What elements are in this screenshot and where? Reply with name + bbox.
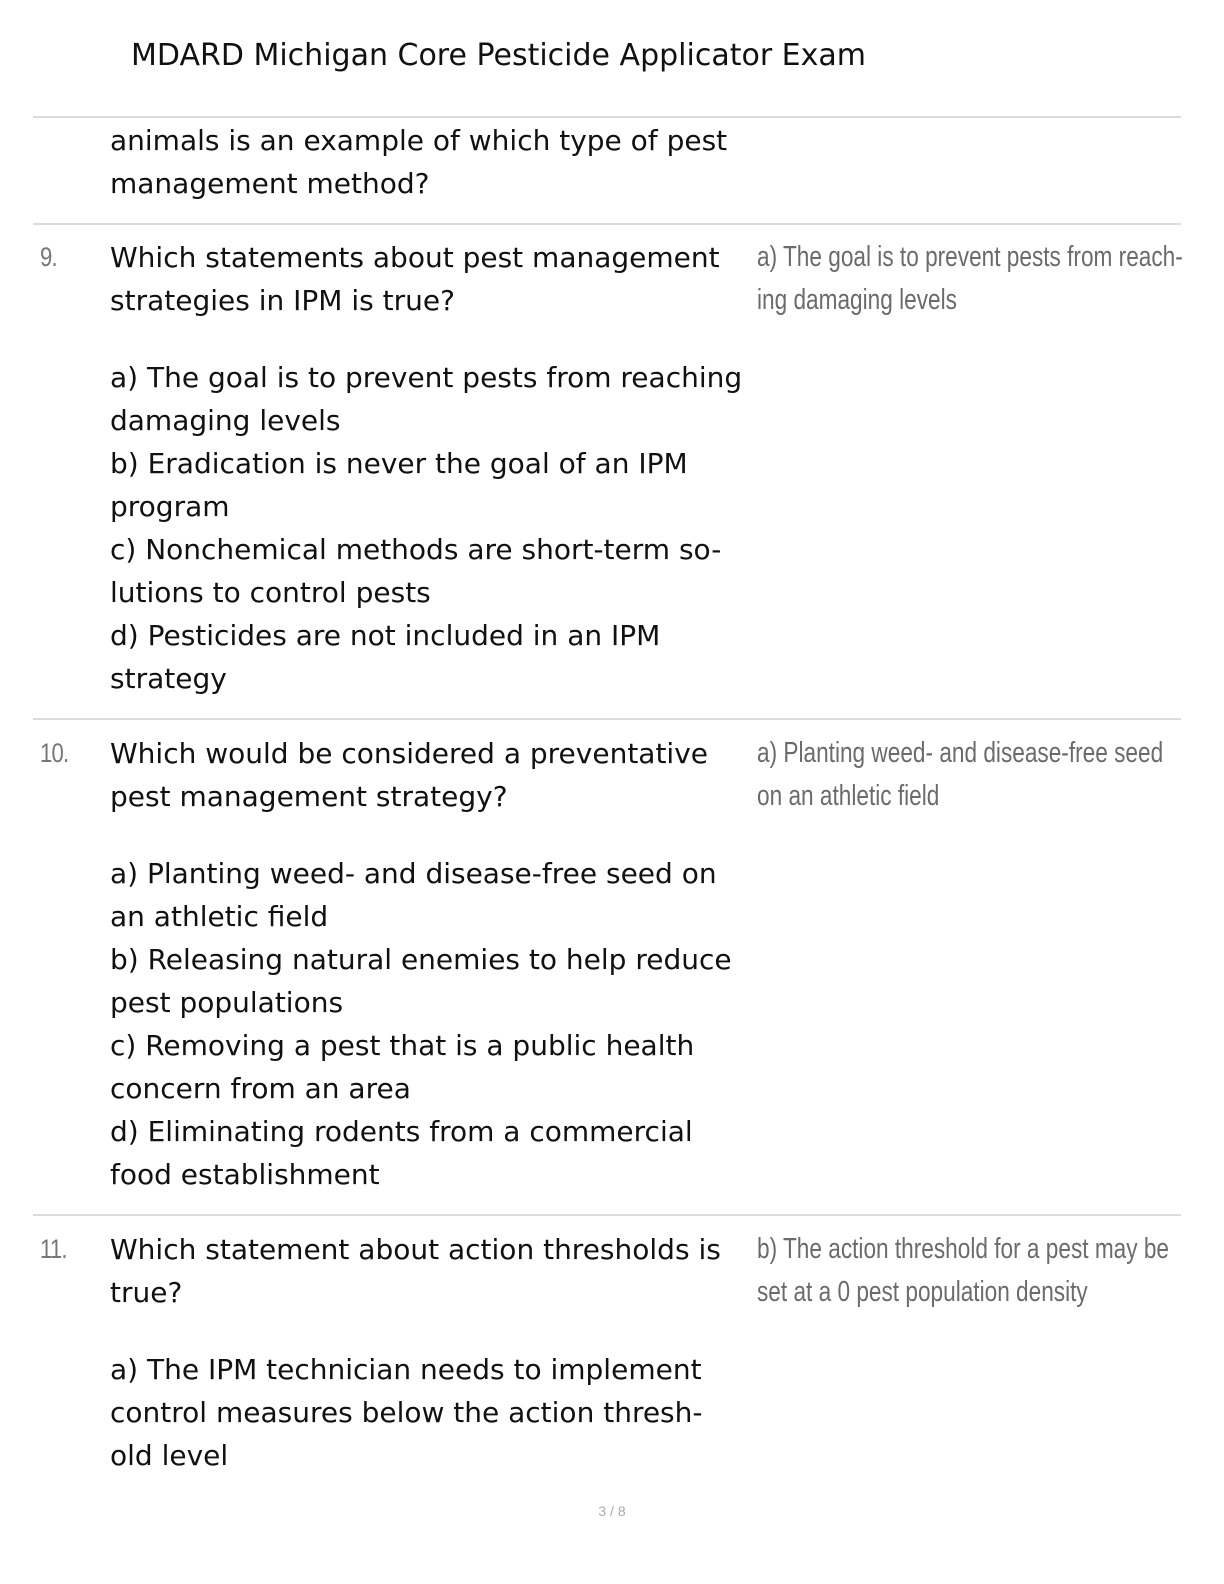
question-block bbox=[110, 236, 750, 700]
question-text: strategies in IPM is true? bbox=[110, 284, 455, 317]
option-text: damaging levels bbox=[110, 404, 341, 437]
option-text: a) Planting weed- and disease-free seed on bbox=[110, 857, 717, 890]
answer-text: a) The goal is to prevent pests from reach- bbox=[757, 241, 1183, 273]
answer-text: b) The action threshold for a pest may be bbox=[757, 1233, 1169, 1265]
question-text: pest management strategy? bbox=[110, 780, 508, 813]
answer-block bbox=[757, 236, 1183, 322]
option-text: c) Removing a pest that is a public health bbox=[110, 1029, 695, 1062]
continued-question bbox=[110, 119, 750, 205]
answer-block bbox=[757, 1228, 1169, 1314]
answer-text: set at a 0 pest population density bbox=[757, 1276, 1088, 1308]
option-text: control measures below the action thresh- bbox=[110, 1396, 703, 1429]
question-text: Which statement about action thresholds is bbox=[110, 1233, 721, 1266]
answer-block bbox=[757, 732, 1164, 818]
option-text: food establishment bbox=[110, 1158, 380, 1191]
divider bbox=[33, 116, 1181, 118]
option-text: program bbox=[110, 490, 230, 523]
question-text: Which statements about pest management bbox=[110, 241, 720, 274]
question-number: 9. bbox=[40, 242, 57, 272]
option-text: d) Eliminating rodents from a commercial bbox=[110, 1115, 693, 1148]
continued-line: management method? bbox=[110, 167, 430, 200]
option-text: old level bbox=[110, 1439, 229, 1472]
page-number: 3 / 8 bbox=[598, 1503, 626, 1519]
question-text: true? bbox=[110, 1276, 183, 1309]
question-number: 11. bbox=[40, 1234, 67, 1264]
answer-text: on an athletic field bbox=[757, 780, 940, 812]
answer-text: a) Planting weed- and disease-free seed bbox=[757, 737, 1164, 769]
option-text: a) The goal is to prevent pests from reaching bbox=[110, 361, 743, 394]
divider bbox=[33, 718, 1181, 720]
option-text: d) Pesticides are not included in an IPM bbox=[110, 619, 661, 652]
divider bbox=[33, 1214, 1181, 1216]
option-text: a) The IPM technician needs to implement bbox=[110, 1353, 702, 1386]
question-text: Which would be considered a preventative bbox=[110, 737, 709, 770]
question-number: 10. bbox=[40, 738, 69, 768]
option-text: an athletic field bbox=[110, 900, 329, 933]
question-block bbox=[110, 732, 750, 1196]
option-text: strategy bbox=[110, 662, 227, 695]
continued-line: animals is an example of which type of pest bbox=[110, 124, 728, 157]
question-block bbox=[110, 1228, 750, 1477]
document-title: MDARD Michigan Core Pesticide Applicator Exam bbox=[131, 38, 866, 73]
answer-text: ing damaging levels bbox=[757, 284, 957, 316]
option-text: concern from an area bbox=[110, 1072, 411, 1105]
divider bbox=[33, 223, 1181, 225]
option-text: b) Releasing natural enemies to help reduce bbox=[110, 943, 732, 976]
option-text: c) Nonchemical methods are short-term so- bbox=[110, 533, 722, 566]
option-text: lutions to control pests bbox=[110, 576, 431, 609]
option-text: b) Eradication is never the goal of an IPM bbox=[110, 447, 688, 480]
option-text: pest populations bbox=[110, 986, 344, 1019]
